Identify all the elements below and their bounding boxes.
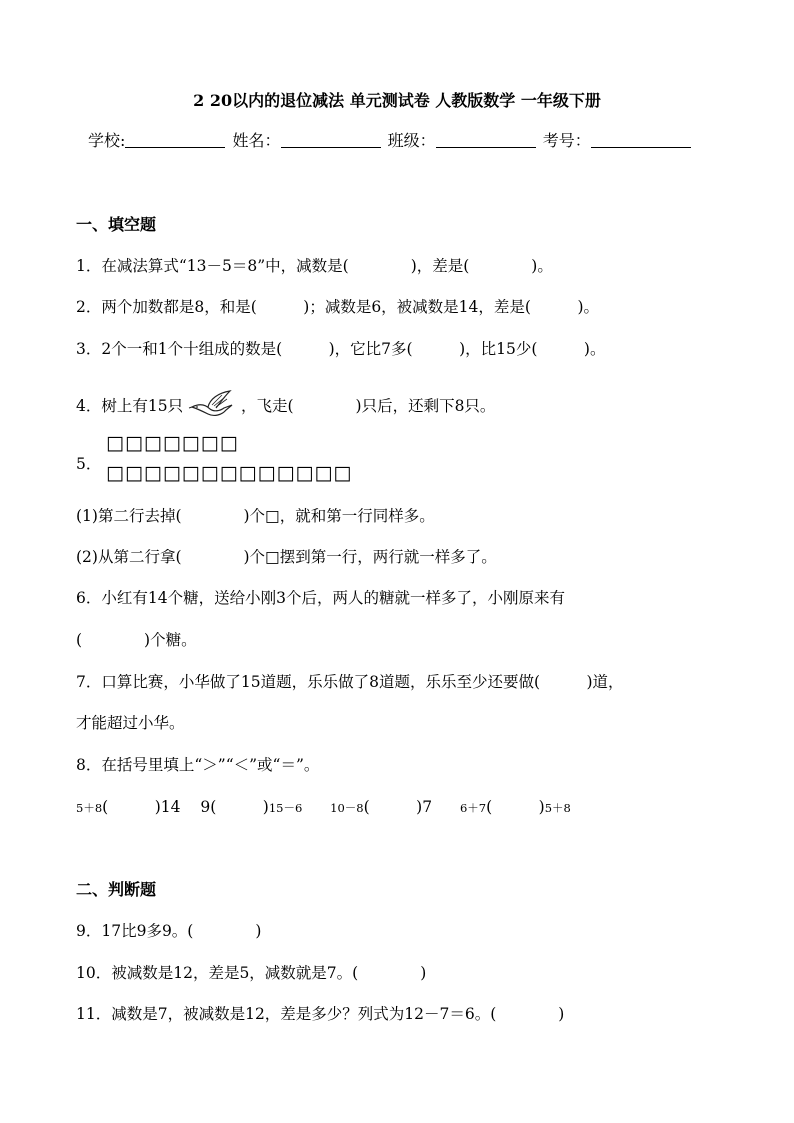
question-6-line-2: ( )个糖。: [76, 631, 197, 649]
question-10: 10．被减数是12，差是5，减数就是7。( ): [76, 964, 427, 982]
question-11: 11．减数是7，被减数是12，差是多少？列式为12－7＝6。( ): [76, 1005, 565, 1023]
section-true-false: 二、判断题: [76, 880, 157, 899]
question-7-line-1: 7．口算比赛，小华做了15道题，乐乐做了8道题，乐乐至少还要做( )道，: [76, 673, 624, 691]
school-label: 学校:: [88, 131, 126, 150]
question-2: 2．两个加数都是8，和是( )；减数是6，被减数是14，差是( )。: [76, 298, 599, 316]
class-label: 班级：: [387, 131, 436, 150]
square-row-1: □□□□□□□: [106, 432, 239, 454]
question-5-part-2: (2)从第二行拿( )个□摆到第一行，两行就一样多了。: [76, 548, 497, 566]
name-blank[interactable]: [281, 131, 381, 148]
question-8-comparisons: [76, 795, 571, 817]
exam-number-blank[interactable]: [591, 131, 691, 148]
section-fill-in: 一、填空题: [76, 215, 157, 234]
question-9: 9．17比9多9。( ): [76, 922, 262, 940]
name-label: 姓名：: [232, 131, 281, 150]
compare-1-right: ( )14: [102, 798, 181, 816]
bird-icon: [188, 389, 236, 417]
school-blank[interactable]: [125, 131, 225, 148]
class-blank[interactable]: [436, 131, 536, 148]
compare-3-left: 10－8: [330, 801, 364, 815]
compare-1-left: 5＋8: [76, 801, 103, 815]
question-4: [76, 389, 495, 417]
square-row-2: □□□□□□□□□□□□□: [106, 462, 353, 484]
question-8: 8．在括号里填上“＞”“＜”或“＝”。: [76, 756, 320, 774]
question-6-line-1: 6．小红有14个糖，送给小刚3个后，两人的糖就一样多了，小刚原来有: [76, 589, 565, 607]
compare-4-left: 6＋7: [459, 801, 487, 815]
student-info-line: [88, 128, 693, 151]
question-1: 1．在减法算式“13－5＝8”中，减数是( )，差是( )。: [76, 257, 553, 275]
compare-4-blank: ( ): [486, 798, 545, 816]
question-4-end: ，飞走( )只后，还剩下8只。: [240, 397, 496, 415]
question-7-line-2: 才能超过小华。: [76, 714, 185, 732]
compare-2-left: 9( ): [200, 798, 269, 816]
question-5-part-1: (1)第二行去掉( )个□，就和第一行同样多。: [76, 507, 435, 525]
question-3: 3．2个一和1个十组成的数是( )，它比7多( )，比15少( )。: [76, 340, 606, 358]
question-4-start: 4．树上有15只: [76, 397, 184, 415]
compare-3-right: ( )7: [363, 798, 433, 816]
exam-number-label: 考号：: [542, 131, 591, 150]
page-title: 2 20以内的退位减法 单元测试卷 人教版数学 一年级下册: [193, 91, 601, 110]
question-5-number: 5．: [76, 455, 102, 473]
compare-4-right: 5＋8: [544, 801, 571, 815]
compare-2-right: 15－6: [268, 801, 303, 815]
